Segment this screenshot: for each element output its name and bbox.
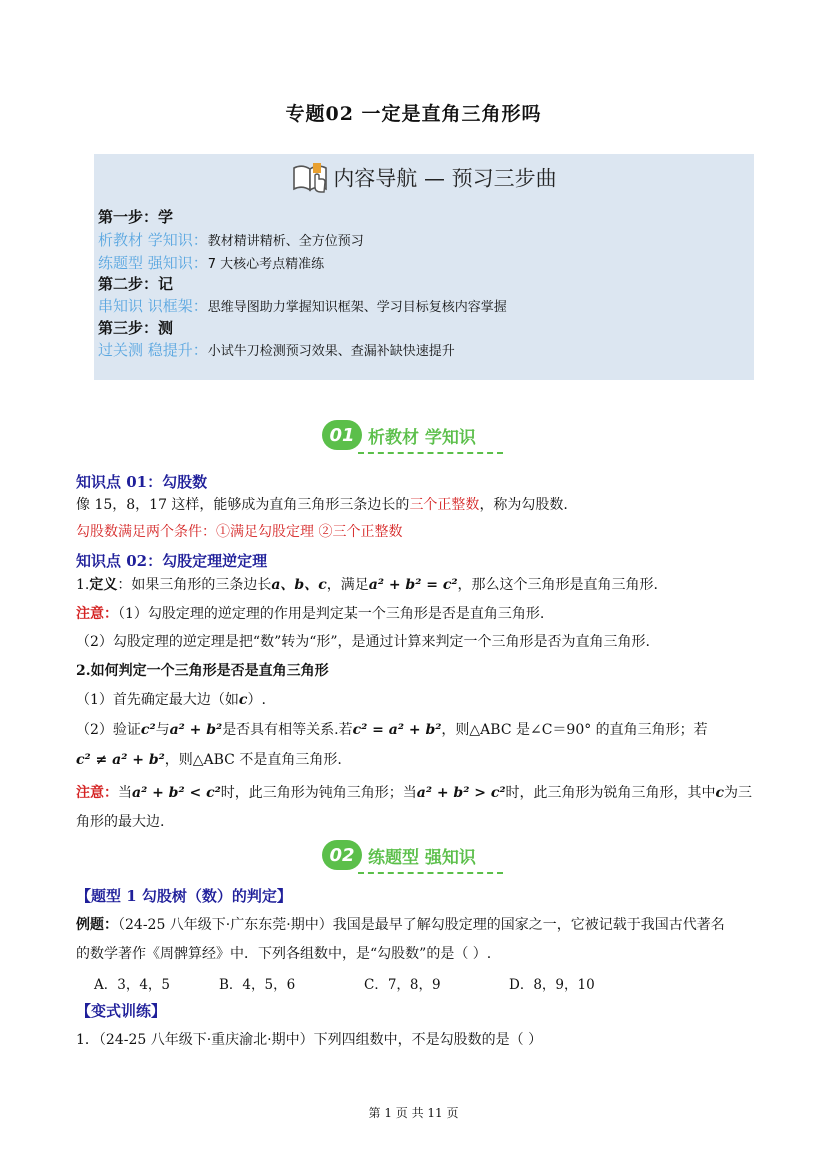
guide-label-3: 串知识 识框架： (98, 297, 208, 315)
step-1: 第一步：学 (98, 208, 174, 226)
section-02-label: 练题型 强知识 (368, 847, 476, 868)
kp2-warning: 注意：当a² + b² < c²时，此三角形为钝角三角形；当a² + b² > c²时，此三角形为锐角三角形，其中c为三 (76, 785, 753, 801)
guide-header (94, 160, 754, 199)
kp2-note2: （2）勾股定理的逆定理是把“数”转为“形”，是通过计算来判定一个三角形是否为直角三角形. (76, 634, 650, 650)
guide-text-1: 教材精讲精析、全方位预习 (207, 234, 364, 249)
example-line1: 例题：（24-25 八年级下·广东东莞·期中）我国是最早了解勾股定理的国家之一，它被记载于我国古代著名 (76, 917, 725, 933)
kp2-note1: 注意：（1）勾股定理的逆定理的作用是判定某一个三角形是否是直角三角形. (76, 606, 545, 622)
kp2-title: 知识点 02：勾股定理逆定理 (76, 552, 268, 570)
option-a: A．3，4，5 (94, 977, 171, 993)
section-01-label: 析教材 学知识 (368, 427, 476, 448)
option-d: D．8，9，10 (509, 977, 595, 993)
kp1-line1: 像 15，8，17 这样，能够成为直角三角形三条边长的三个正整数，称为勾股数. (76, 497, 568, 513)
variant-title: 【变式训练】 (76, 1002, 167, 1020)
kp2-warning-cont: 角形的最大边. (76, 814, 165, 830)
step-2: 第二步：记 (98, 275, 174, 293)
guide-header-text: 内容导航 — 预习三步曲 (333, 166, 557, 191)
guide-text-3: 思维导图助力掌握知识框架、学习目标复核内容掌握 (207, 300, 507, 315)
step-3: 第三步：测 (98, 319, 174, 337)
section-02-number: 02 (322, 840, 362, 870)
kp2-step1: （1）首先确定最大边（如c）. (76, 692, 266, 708)
example-line2: 的数学著作《周髀算经》中．下列各组数中，是“勾股数”的是（ ）. (76, 946, 492, 962)
kp2-step2: （2）验证c²与a² + b²是否具有相等关系.若c² = a² + b²，则△ABC 是∠C＝90° 的直角三角形；若 (76, 722, 708, 738)
section-02-badge (322, 838, 476, 872)
guide-text-2: 7 大核心考点精准练 (207, 257, 325, 272)
kp2-heading2: 2.如何判定一个三角形是否是直角三角形 (76, 663, 329, 679)
option-b: B．4，5，6 (219, 977, 296, 993)
book-pointer-icon (291, 160, 331, 199)
section-02-underline (358, 872, 503, 874)
section-01-number: 01 (322, 420, 362, 450)
guide-label-1: 析教材 学知识： (98, 231, 208, 249)
page-footer: 第 1 页 共 11 页 (368, 1106, 459, 1120)
content-guide-box (94, 154, 754, 380)
kp1-title: 知识点 01：勾股数 (76, 473, 208, 491)
kp2-step2-cont: c² ≠ a² + b²，则△ABC 不是直角三角形. (76, 752, 342, 768)
note-label: 注意： (76, 606, 118, 622)
guide-label-2: 练题型 强知识： (98, 254, 208, 272)
kp1-conditions: 勾股数满足两个条件：①满足勾股定理 ②三个正整数 (76, 524, 403, 540)
type1-title: 【题型 1 勾股树（数）的判定】 (76, 887, 292, 905)
guide-text-4: 小试牛刀检测预习效果、查漏补缺快速提升 (207, 344, 455, 359)
section-01-badge (322, 418, 476, 452)
kp2-definition: 1.定义：如果三角形的三条边长a、b、c，满足a² + b² = c²，那么这个三角形是直角三角形. (76, 577, 658, 593)
section-01-underline (358, 452, 503, 454)
page-title: 专题02 一定是直角三角形吗 (285, 103, 542, 125)
kp1-highlight: 三个正整数 (409, 497, 480, 513)
question-1: 1．（24-25 八年级下·重庆渝北·期中）下列四组数中，不是勾股数的是（ ） (76, 1032, 543, 1048)
option-c: C．7，8，9 (364, 977, 441, 993)
guide-label-4: 过关测 稳提升： (98, 341, 208, 359)
